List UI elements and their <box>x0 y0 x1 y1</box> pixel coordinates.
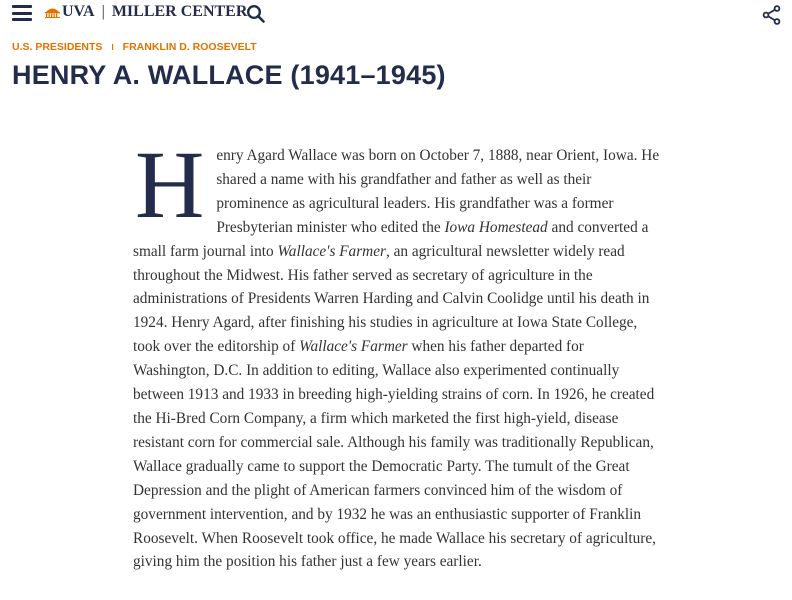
drop-cap: H <box>135 131 205 238</box>
article-text: , an agricultural newsletter widely read throughout the Midwest. His father served as secretary of agriculture in the administrations of Presidents Warren Harding and Calvin Coolidge until his death in 1924. Henry Agard, after finishing his studies in agriculture at Iowa State College, took over the editorship of <box>133 242 650 356</box>
publication-title: Iowa Homestead <box>444 218 548 236</box>
article-text: enry Agard Wallace was born on October 7, 1888, near Orient, Iowa. He shared a name with his grandfather and father as well as their prominence as agricultural leaders. His grandfather was a former Presbyterian minister who edited the <box>216 147 660 236</box>
publication-title: Wallace's Farmer <box>299 338 408 356</box>
breadcrumb-us-presidents[interactable]: U.S. PRESIDENTS <box>12 41 103 53</box>
breadcrumb <box>12 41 257 53</box>
rotunda-icon <box>45 6 60 18</box>
site-header <box>0 0 792 30</box>
breadcrumb-franklin-roosevelt[interactable]: FRANKLIN D. ROOSEVELT <box>122 41 257 53</box>
article-text: when his father departed for Washington, D.C. In addition to editing, Wallace also experimented continually between 1913 and 1933 in breeding high-yielding strains of corn. In 1926, he created the Hi-Bred Corn Company, a firm which marketed the first high-yield, disease resistant corn for commercial sale. Although his family was traditionally Republican, Wallace gradually came to support the Democratic Party. The tumult of the Great Depression and the plight of American farmers convinced him of the wisdom of government intervention, and by 1932 he was an enthusiastic supporter of Franklin Roosevelt. When Roosevelt took office, he made Wallace his secretary of agriculture, giving him the position his father just a few years earlier. <box>133 338 656 571</box>
article-text: and converted a small farm journal into <box>133 218 649 260</box>
breadcrumb-separator: I <box>111 42 114 52</box>
share-icon[interactable] <box>761 4 783 26</box>
search-icon[interactable] <box>246 4 266 24</box>
menu-icon[interactable] <box>12 5 32 21</box>
logo-miller-center: MILLER CENTER <box>111 3 248 20</box>
logo-separator: | <box>101 3 105 20</box>
logo-uva: UVA <box>62 3 95 20</box>
publication-title: Wallace's Farmer <box>277 242 386 260</box>
article-body <box>133 131 663 574</box>
page-title: HENRY A. WALLACE (1941–1945) <box>12 60 446 90</box>
miller-center-logo[interactable] <box>45 3 247 21</box>
